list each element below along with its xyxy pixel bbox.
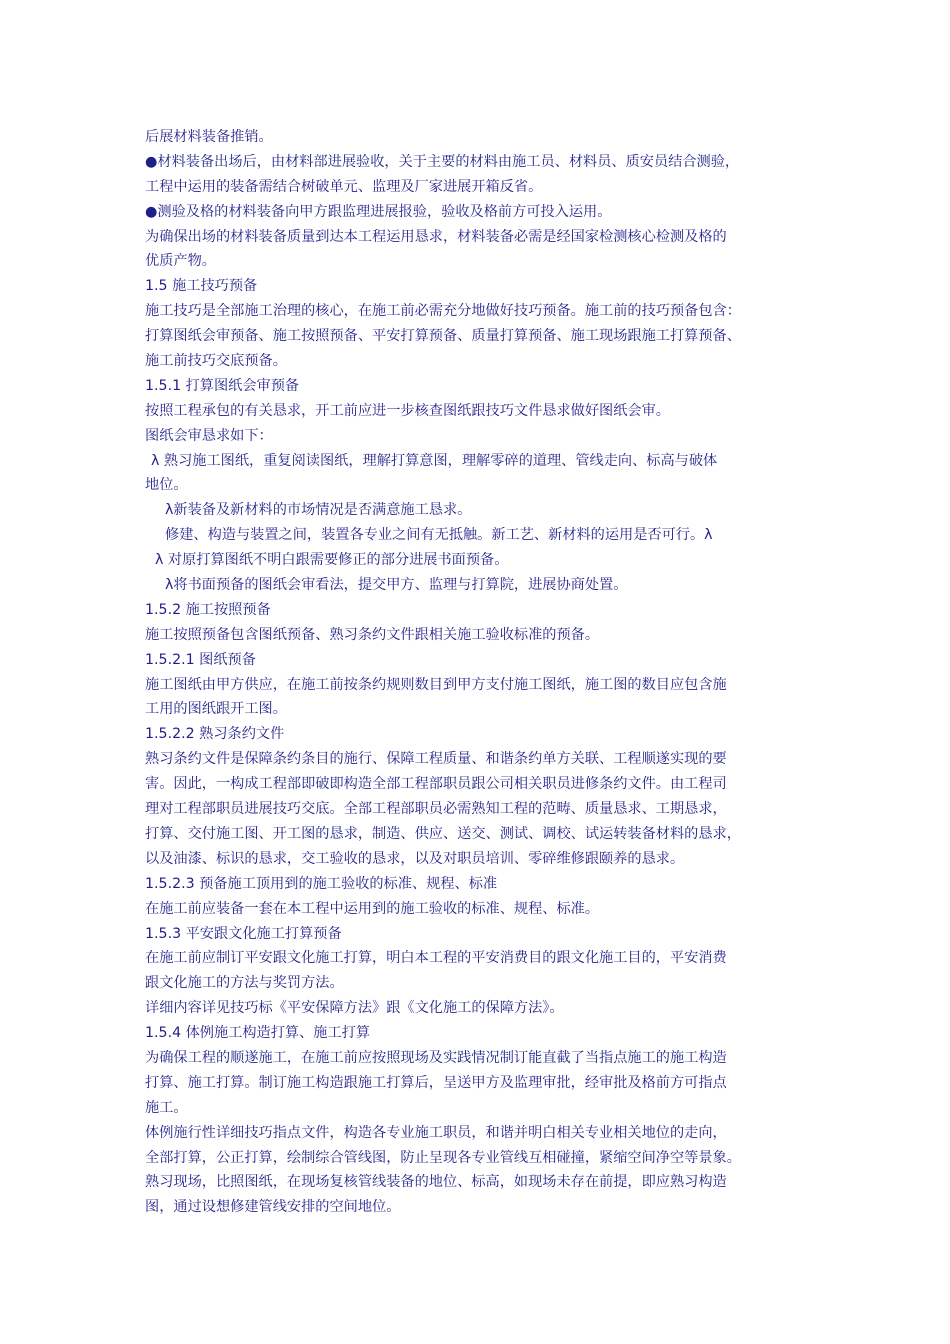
paragraph-line: 施工前技巧交底预备。: [145, 353, 287, 370]
bullet-line: ●材料装备出场后，由材料部进展验收，关于主要的材料由施工员、材料员、质安员结合测验，: [145, 153, 740, 170]
paragraph-line: 打算、施工打算。制订施工构造跟施工打算后，呈送甲方及监理审批，经审批及格前方可指点: [145, 1074, 727, 1091]
paragraph-line: 在施工前应装备一套在本工程中运用到的施工验收的标准、规程、标准。: [145, 900, 600, 917]
paragraph-line: 施工按照预备包含图纸预备、熟习条约文件跟相关施工验收标准的预备。: [145, 626, 600, 643]
section-heading-1-5-1: 1.5.1 打算图纸会审预备: [145, 377, 300, 394]
paragraph-line: 工用的图纸跟开工图。: [145, 701, 287, 718]
paragraph-line: 熟习现场，比照图纸，在现场复核管线装备的地位、标高，如现场未存在前提，即应熟习构造: [145, 1174, 727, 1191]
paragraph-line: 施工。: [145, 1099, 188, 1116]
paragraph-line: 理对工程部职员进展技巧交底。全部工程部职员必需熟知工程的范畴、质量恳求、工期恳求，: [145, 801, 727, 818]
document-body: [145, 125, 825, 1220]
paragraph-line: 熟习条约文件是保障条约条目的施行、保障工程质量、和谐条约单方关联、工程顺遂实现的要: [145, 751, 727, 768]
paragraph-line: 体例施行性详细技巧指点文件，构造各专业施工职员，和谐并明白相关专业相关地位的走向，: [145, 1124, 727, 1141]
bullet-line: ●测验及格的材料装备向甲方跟监理进展报验，验收及格前方可投入运用。: [145, 203, 612, 220]
paragraph-line: 为确保工程的顺遂施工，在施工前应按照现场及实践情况制订能直截了当指点施工的施工构造: [145, 1049, 727, 1066]
paragraph-line: 后展材料装备推销。: [145, 129, 273, 145]
section-heading-1-5-2-3: 1.5.2.3 预备施工顶用到的施工验收的标准、规程、标准: [145, 875, 498, 892]
paragraph-line: 害。因此，一构成工程部即破即构造全部工程部职员跟公司相关职员进修条约文件。由工程司: [145, 776, 727, 793]
paragraph-line: 优质产物。: [145, 253, 216, 270]
paragraph-line: 全部打算，公正打算，绘制综合管线图，防止呈现各专业管线互相碰撞，紧缩空间净空等景象。: [145, 1149, 741, 1166]
paragraph-line: 施工技巧是全部施工治理的核心，在施工前必需充分地做好技巧预备。施工前的技巧预备包含：: [145, 303, 741, 320]
paragraph-line: 以及油漆、标识的恳求，交工验收的恳求，以及对职员培训、零碎维修跟颐养的恳求。: [145, 850, 685, 867]
paragraph-line: 施工图纸由甲方供应，在施工前按条约规则数目到甲方支付施工图纸，施工图的数目应包含施: [145, 676, 727, 693]
section-heading-1-5-3: 1.5.3 平安跟文化施工打算预备: [145, 925, 342, 942]
paragraph-line: 打算、交付施工图、开工图的恳求，制造、供应、送交、测试、调校、试运转装备材料的恳求，: [145, 825, 741, 842]
lambda-bullet-line: λ 对原打算图纸不明白跟需要修正的部分进展书面预备。: [155, 552, 509, 569]
paragraph-line: 跟文化施工的方法与奖罚方法。: [145, 975, 344, 992]
lambda-bullet-line: λ新装备及新材料的市场情况是否满意施工恳求。: [165, 502, 472, 519]
paragraph-line: 打算图纸会审预备、施工按照预备、平安打算预备、质量打算预备、施工现场跟施工打算预备、: [145, 328, 741, 345]
paragraph-line: 图纸会审恳求如下：: [145, 427, 273, 444]
paragraph-line: 工程中运用的装备需结合树破单元、监理及厂家进展开箱反省。: [145, 178, 543, 195]
paragraph-line: 在施工前应制订平安跟文化施工打算，明白本工程的平安消费目的跟文化施工目的，平安消费: [145, 950, 727, 967]
paragraph-line: 图，通过设想修建管线安排的空间地位。: [145, 1199, 401, 1216]
paragraph-line: 为确保出场的材料装备质量到达本工程运用恳求，材料装备必需是经国家检测核心检测及格的: [145, 228, 727, 245]
section-heading-1-5-2-1: 1.5.2.1 图纸预备: [145, 651, 256, 668]
lambda-bullet-line: λ 熟习施工图纸，重复阅读图纸，理解打算意图，理解零碎的道理、管线走向、标高与破体: [151, 452, 718, 469]
section-heading-1-5-4: 1.5.4 体例施工构造打算、施工打算: [145, 1025, 371, 1042]
section-heading-1-5-2: 1.5.2 施工按照预备: [145, 601, 271, 618]
paragraph-line: 地位。: [145, 477, 188, 494]
paragraph-line: 按照工程承包的有关恳求，开工前应进一步核查图纸跟技巧文件恳求做好图纸会审。: [145, 402, 670, 419]
paragraph-line: 修建、构造与装置之间，装置各专业之间有无抵触。新工艺、新材料的运用是否可行。λ: [165, 527, 713, 544]
lambda-bullet-line: λ将书面预备的图纸会审看法，提交甲方、监理与打算院，进展协商处置。: [165, 577, 628, 594]
section-heading-1-5-2-2: 1.5.2.2 熟习条约文件: [145, 726, 285, 743]
section-heading-1-5: 1.5 施工技巧预备: [145, 278, 258, 295]
paragraph-line: 详细内容详见技巧标《平安保障方法》跟《文化施工的保障方法》。: [145, 1000, 564, 1017]
